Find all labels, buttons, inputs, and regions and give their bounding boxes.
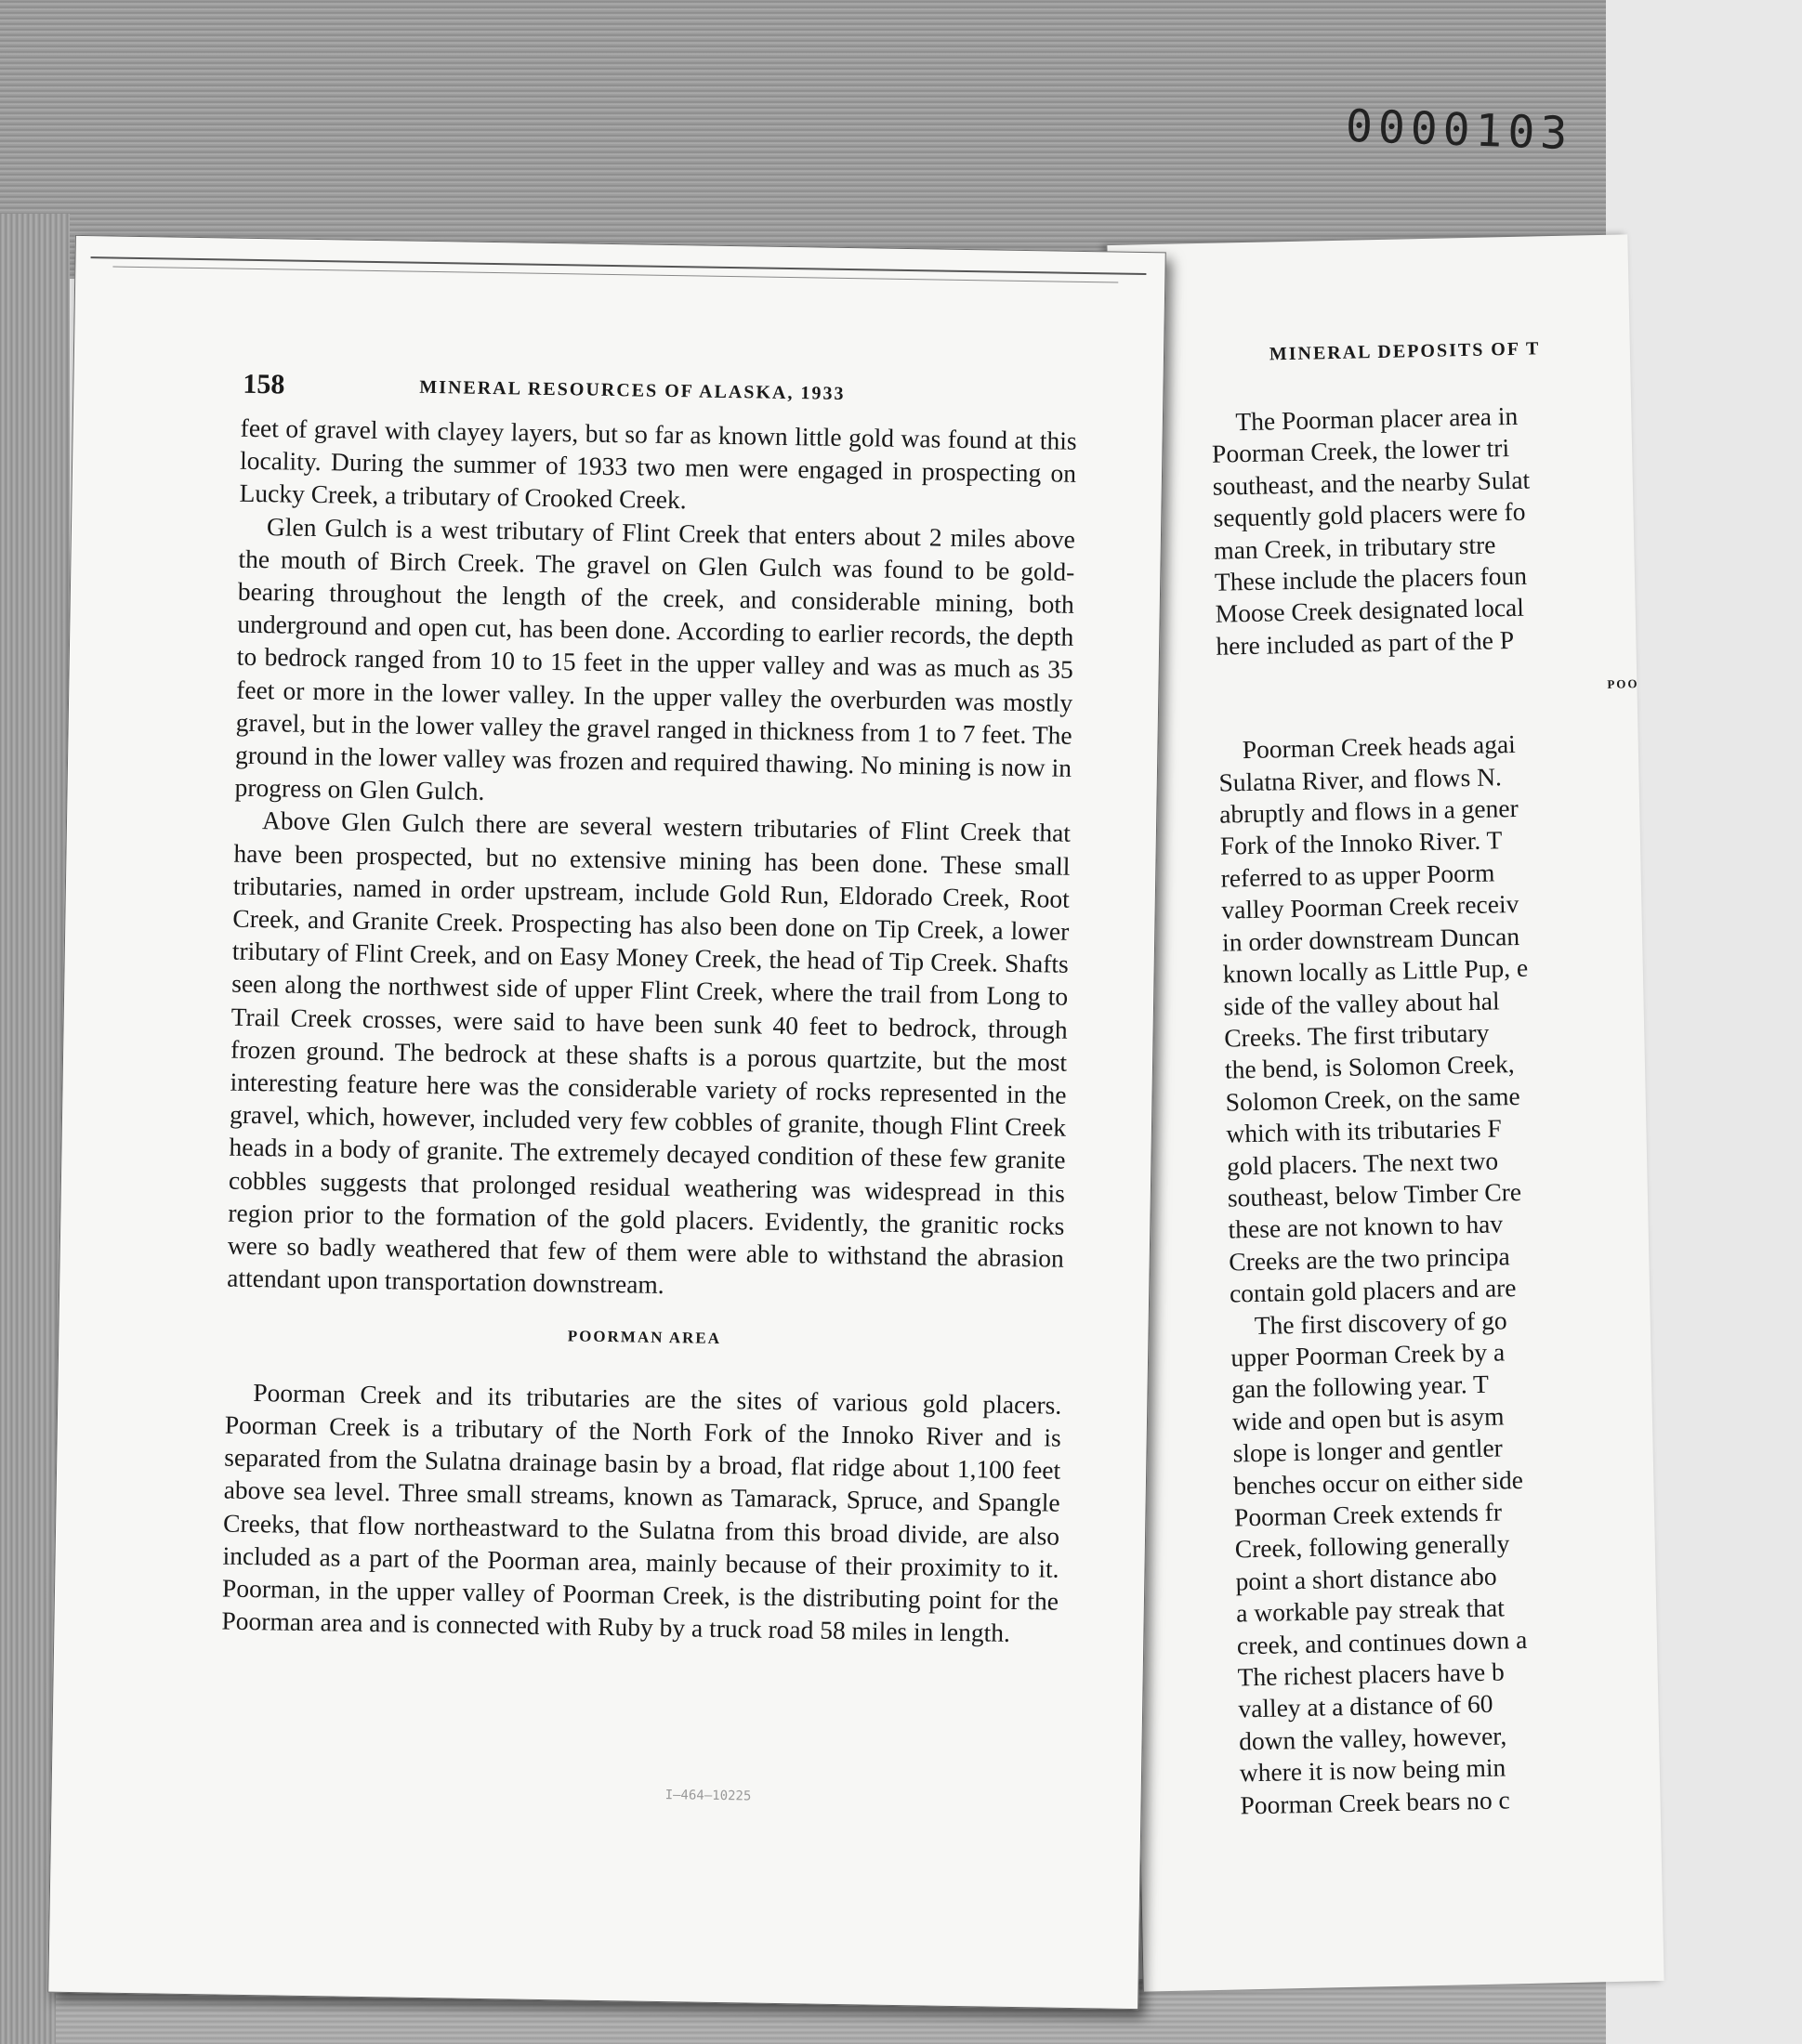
- text-line: where it is now being min: [1239, 1752, 1506, 1788]
- footer-print-mark: I—464—10225: [664, 1788, 752, 1804]
- text-line: valley at a distance of 60: [1238, 1689, 1493, 1723]
- text-line: in order downstream Duncan: [1221, 921, 1520, 957]
- text-line: upper Poorman Creek by a: [1230, 1337, 1506, 1372]
- text-line: which with its tributaries F: [1226, 1113, 1503, 1148]
- text-line: Creeks are the two principa: [1228, 1240, 1510, 1277]
- text-line: Solomon Creek, on the same: [1225, 1081, 1520, 1117]
- text-line: Fork of the Innoko River. T: [1219, 825, 1503, 861]
- right-text-block-2: [1217, 723, 1787, 1310]
- text-line: a workable pay streak that: [1235, 1592, 1506, 1628]
- document-number-stamp: 0000103: [1345, 99, 1574, 161]
- text-line: The first discovery of go: [1254, 1304, 1507, 1340]
- paragraph: Above Glen Gulch there are several western tributaries of Flint Creek that have been prospected, but no extensive mining has been done. These small tributaries, named in order upstream, include Gold Run, Eldorado Creek, Root Creek, and Granite Creek. Prospecting has also been done on Tip Creek, a lower tributary of Flint Creek, and on Easy Money Creek, the head of Tip Creek. Shafts seen along the northwest side of upper Flint Creek, where the trail from Long to Trail Creek crosses, were said to have been sunk 40 feet to bedrock, through frozen ground. The bedrock at these shafts is a porous quartzite, but the most interesting feature here was the considerable variety of rocks represented in the gravel, which, however, included very few cobbles of granite, though Flint Creek heads in a body of granite. The extremely decayed condition of these few granite cobbles suggests that prolonged residual weathering was widespread in this region prior to the formation of the gold placers. Evidently, the granitic rocks were so badly weathered that few of them were able to withstand the abrasion attendant upon transportation downstream.: [227, 806, 1072, 1300]
- paragraph: Glen Gulch is a west tributary of Flint Creek that enters about 2 miles above the mouth of Birch Creek. The gravel on Glen Gulch was found to be gold-bearing throughout the length of the creek, and considerable mining, both underground and open cut, has been done. According to earlier records, the depth to bedrock ranged from 10 to 15 feet in the upper valley and was as much as 35 feet or more in the lower valley. In the upper valley the overburden was mostly gravel, but in the lower valley the gravel ranged in thickness from 1 to 7 feet. The ground in the lower valley was frozen and required thawing. No mining is now in progress on Glen Gulch.: [234, 511, 1076, 806]
- text-line: man Creek, in tributary stre: [1213, 530, 1496, 565]
- right-text-block-1: [1211, 395, 1774, 662]
- text-line: Poorman Creek extends fr: [1233, 1497, 1503, 1532]
- text-line: creek, and continues down a: [1236, 1624, 1528, 1660]
- page-number: 158: [243, 368, 285, 400]
- text-line: these are not known to hav: [1228, 1209, 1504, 1244]
- text-line: southeast, and the nearby Sulat: [1212, 465, 1531, 501]
- text-line: benches occur on either side: [1233, 1464, 1524, 1500]
- text-line: southeast, below Timber Cre: [1227, 1176, 1522, 1212]
- text-line: These include the placers foun: [1214, 560, 1528, 596]
- left-page-text: [221, 412, 1077, 1650]
- text-line: Poorman Creek, the lower tri: [1211, 433, 1510, 469]
- text-line: sequently gold placers were fo: [1213, 496, 1526, 532]
- paragraph: Poorman Creek and its tributaries are the sites of various gold placers. Poorman Creek is a tributary of the North Fork of the Innoko River and is separated from the Sulatna drainage basin by a broad, flat ridge about 1,100 feet above sea level. Three small streams, known as Tamarack, Spruce, and Spangle Creeks, that flow northeastward to the Sulatna from this broad divide, are also included as a part of the Poorman area, mainly because of their proximity to it. Poorman, in the upper valley of Poorman Creek, is the distributing point for the Poorman area and is connected with Ruby by a truck road 58 miles in length.: [221, 1377, 1062, 1647]
- text-line: side of the valley about hal: [1223, 985, 1500, 1021]
- text-line: the bend, is Solomon Creek,: [1224, 1049, 1515, 1084]
- text-line: gold placers. The next two: [1226, 1145, 1499, 1181]
- text-line: valley Poorman Creek receiv: [1221, 889, 1519, 924]
- text-line: Moose Creek designated local: [1215, 593, 1525, 629]
- right-running-head: MINERAL DEPOSITS OF T: [1269, 338, 1541, 365]
- right-page: [1106, 234, 1664, 1991]
- text-line: point a short distance abo: [1235, 1561, 1497, 1596]
- paragraph: feet of gravel with clayey layers, but so far as known little gold was found at this locality. During the summer of 1933 two men were engaged in prospecting on Lucky Creek, a tributary of Crooked Creek.: [239, 413, 1077, 515]
- text-line: here included as part of the P: [1216, 624, 1515, 661]
- text-line: gan the following year. T: [1230, 1369, 1490, 1404]
- text-line: Poorman Creek heads agai: [1242, 729, 1517, 765]
- right-page-text: [1211, 395, 1798, 1821]
- text-line: The Poorman placer area in: [1235, 400, 1519, 437]
- text-line: The richest placers have b: [1237, 1657, 1506, 1692]
- running-head: [243, 369, 1080, 419]
- running-head-title: MINERAL RESOURCES OF ALASKA, 1933: [419, 376, 846, 404]
- page-edge-line: [112, 267, 1118, 283]
- text-line: wide and open but is asym: [1231, 1401, 1505, 1436]
- text-line: known locally as Little Pup, e: [1222, 952, 1529, 989]
- section-heading: POORMAN AREA: [567, 1327, 722, 1348]
- text-line: contain gold placers and are: [1229, 1273, 1517, 1308]
- text-line: Creeks. The first tributary: [1223, 1017, 1490, 1053]
- text-line: slope is longer and gentler: [1232, 1433, 1504, 1468]
- text-line: Poorman Creek bears no c: [1240, 1785, 1511, 1820]
- left-page: [47, 235, 1166, 2010]
- right-section-heading: POO: [1607, 676, 1639, 692]
- text-line: Sulatna River, and flows N.: [1218, 761, 1503, 797]
- text-line: Creek, following generally: [1234, 1528, 1510, 1564]
- page-edge-line: [91, 256, 1147, 275]
- text-line: down the valley, however,: [1238, 1721, 1507, 1756]
- text-line: referred to as upper Poorm: [1220, 858, 1495, 893]
- text-line: abruptly and flows in a gener: [1218, 793, 1519, 829]
- right-text-block-3: [1230, 1299, 1797, 1822]
